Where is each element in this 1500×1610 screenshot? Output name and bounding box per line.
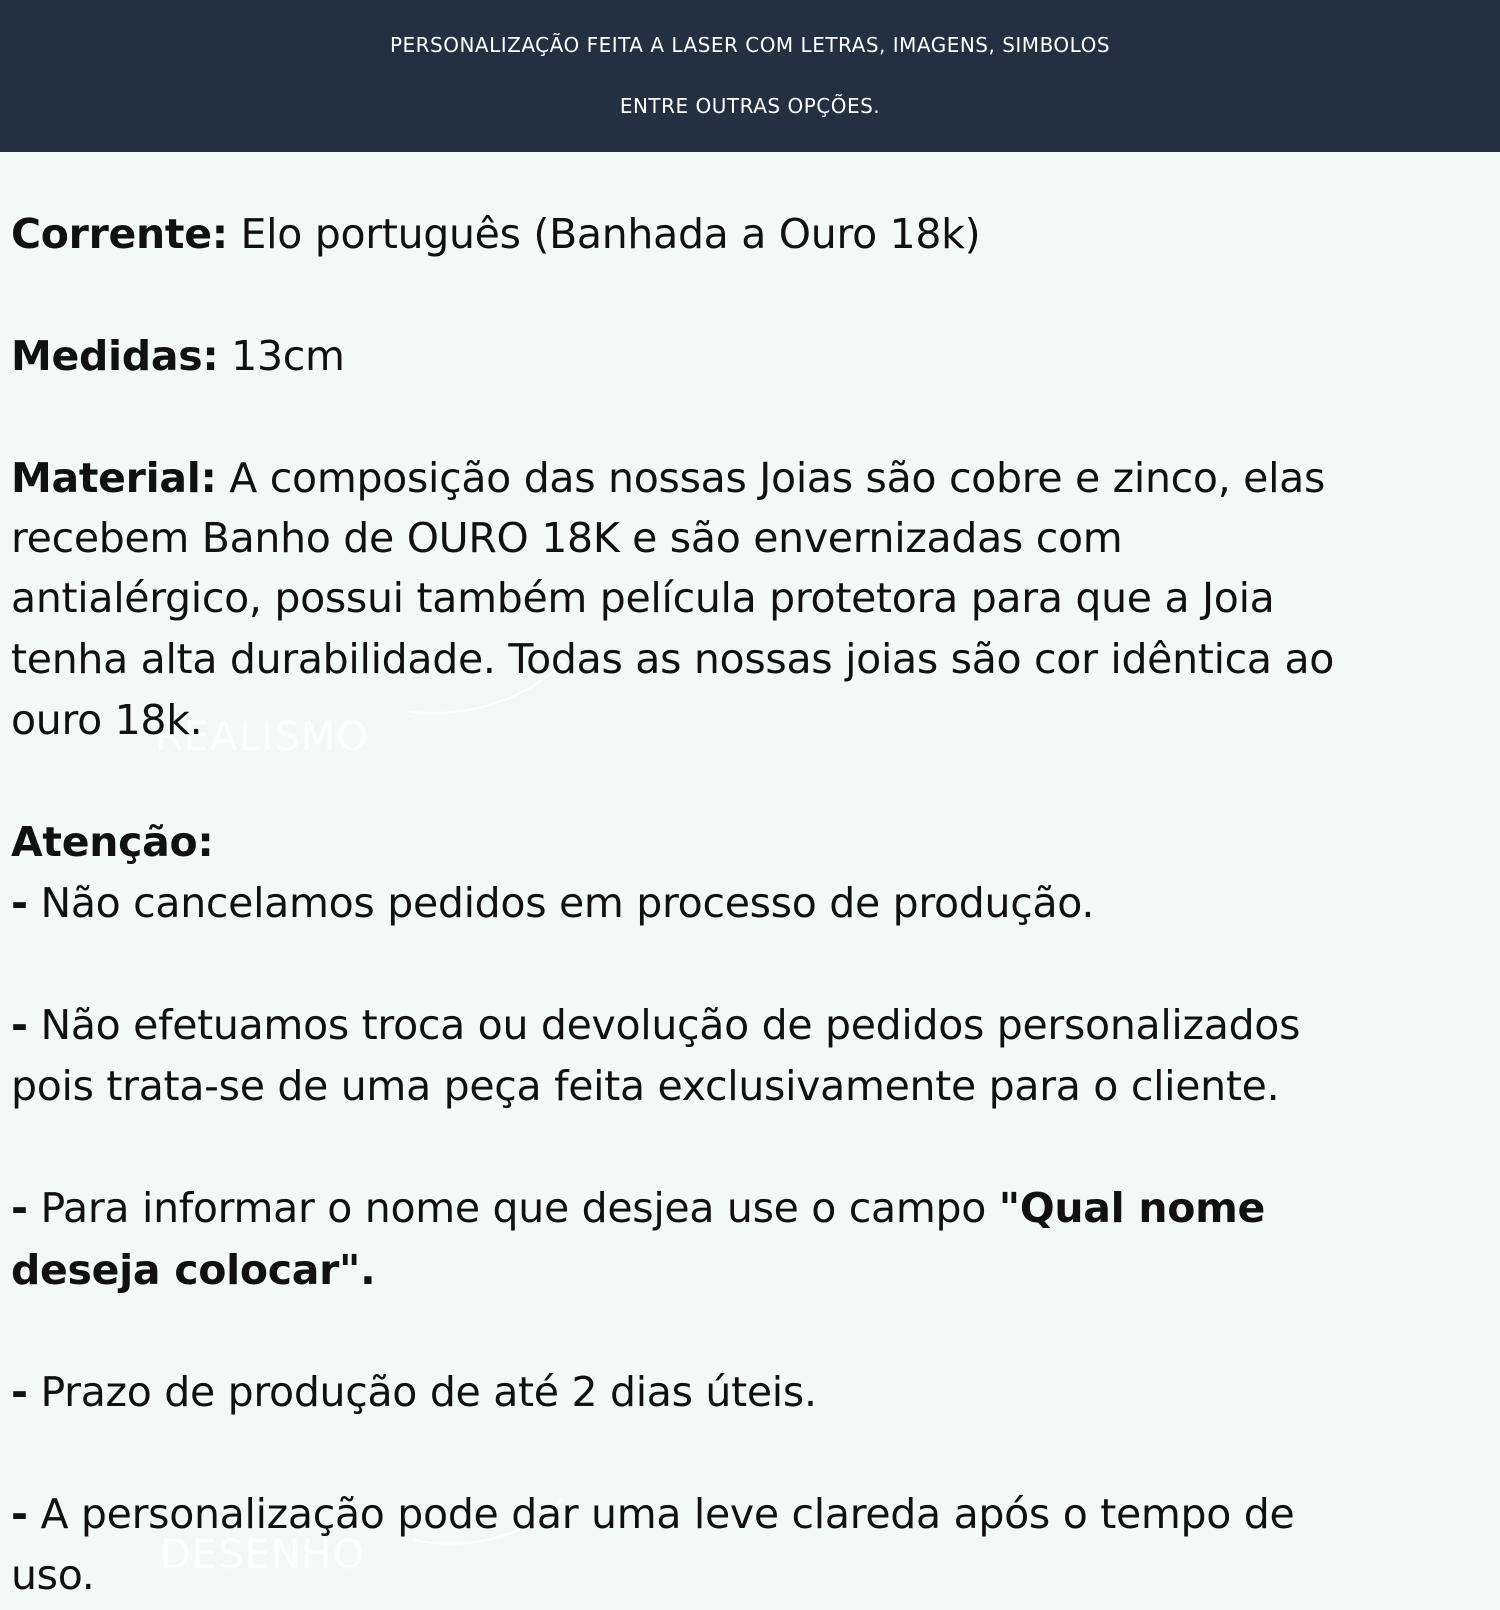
material-label: Material:	[11, 454, 217, 502]
attention-title: Atenção:	[11, 818, 214, 866]
bullet-dash: -	[11, 1368, 28, 1416]
corrente-value: Elo português (Banhada a Ouro 18k)	[227, 210, 981, 258]
medidas-value: 13cm	[218, 332, 345, 380]
attention-item-2-text: Não efetuamos troca ou devolução de pedidos personalizados	[27, 1001, 1301, 1049]
corrente-label: Corrente:	[11, 210, 228, 258]
attention-item-3-line-1	[11, 1178, 1265, 1238]
bullet-dash: -	[11, 1001, 28, 1049]
watermark-desenho: DESENHO	[160, 1532, 366, 1578]
attention-item-1-text: Não cancelamos pedidos em processo de produção.	[27, 879, 1095, 927]
material-line-4: tenha alta durabilidade. Todas as nossas joias são cor idêntica ao	[11, 635, 1335, 683]
watermark-realismo: REALISMO	[155, 714, 369, 760]
attention-item-2-line-1	[11, 995, 1300, 1055]
attention-item-3-line-2: deseja colocar".	[11, 1246, 376, 1294]
attention-item-4-text: Prazo de produção de até 2 dias úteis.	[27, 1368, 817, 1416]
header-line-1: PERSONALIZAÇÃO FEITA A LASER COM LETRAS, IMAGENS, SIMBOLOS	[389, 33, 1111, 57]
material-line-5: ouro 18k.	[11, 696, 203, 744]
field-name-highlight: "Qual nome	[998, 1184, 1266, 1232]
material-line-3: antialérgico, possui também película protetora para que a Joia	[11, 574, 1275, 622]
attention-item-5-text: A personalização pode dar uma leve clareda após o tempo de	[27, 1490, 1295, 1538]
attention-item-2-line-2: pois trata-se de uma peça feita exclusivamente para o cliente.	[11, 1062, 1280, 1110]
corrente-row	[11, 204, 980, 264]
material-text: A composição das nossas Joias são cobre e zinco, elas	[216, 454, 1326, 502]
material-line-2: recebem Banho de OURO 18K e são envernizadas com	[11, 514, 1123, 562]
material-line-1	[11, 448, 1325, 508]
medidas-row	[11, 326, 345, 386]
bullet-dash: -	[11, 1490, 28, 1538]
header-banner	[0, 0, 1500, 152]
attention-item-1	[11, 873, 1094, 933]
medidas-label: Medidas:	[11, 332, 219, 380]
bullet-dash: -	[11, 879, 28, 927]
attention-item-5-line-1	[11, 1484, 1294, 1544]
bullet-dash: -	[11, 1184, 28, 1232]
header-title	[10, 15, 1490, 137]
attention-item-3-text: Para informar o nome que desjea use o campo	[27, 1184, 999, 1232]
attention-item-4	[11, 1362, 817, 1422]
header-line-2: ENTRE OUTRAS OPÇÕES.	[619, 94, 881, 118]
attention-item-5-line-2: uso.	[11, 1551, 95, 1599]
